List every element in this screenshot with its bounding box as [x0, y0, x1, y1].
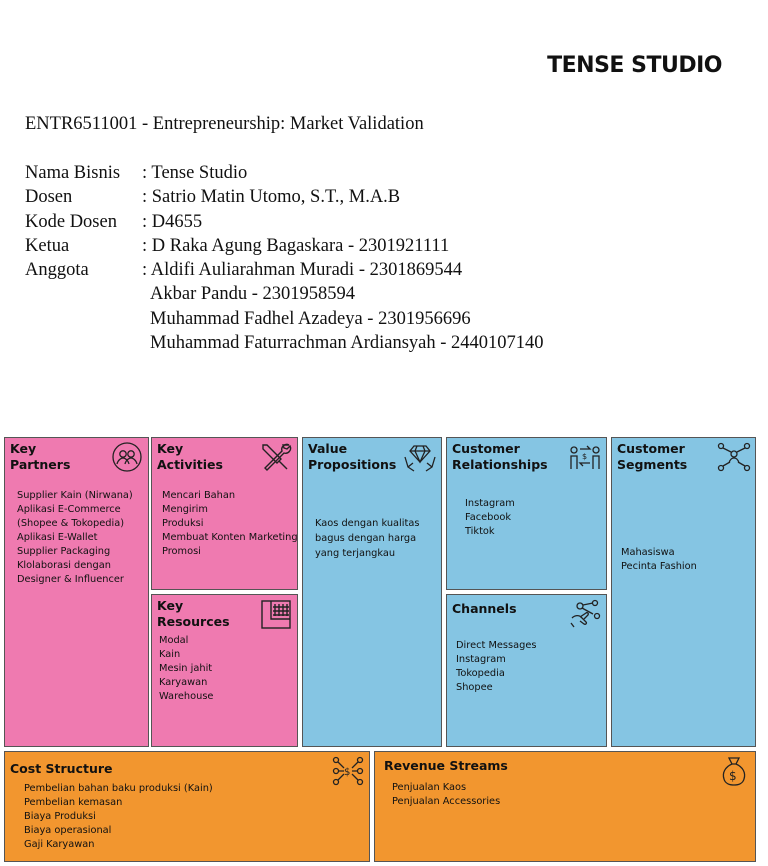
block-title: Revenue Streams	[384, 758, 508, 773]
value-propositions-block	[302, 437, 442, 747]
cost-structure-list	[24, 782, 213, 852]
block-title: Key Partners	[10, 441, 71, 472]
member-line: Muhammad Fadhel Azadeya - 2301956696	[150, 308, 471, 329]
list-item: Pembelian bahan baku produksi (Kain)	[24, 783, 213, 794]
hand-nodes-icon	[568, 598, 602, 630]
key-activities-list	[162, 489, 298, 559]
list-item: Shopee	[456, 682, 493, 693]
block-title: Value Propositions	[308, 441, 397, 472]
block-title: Key Activities	[157, 441, 223, 472]
info-row-lecturer-code	[25, 210, 544, 234]
list-item: Penjualan Kaos	[392, 782, 467, 793]
people-icon	[110, 441, 144, 473]
list-item: Tiktok	[465, 526, 495, 537]
list-item: (Shopee & Tokopedia)	[17, 518, 125, 529]
svg-text:$: $	[582, 452, 588, 461]
channels-list	[456, 639, 537, 695]
list-item: Direct Messages	[456, 640, 537, 651]
course-title: ENTR6511001 - Entrepreneurship: Market Validation	[25, 114, 424, 134]
info-row-leader	[25, 234, 544, 258]
channels-block	[446, 594, 607, 747]
info-value: : Tense Studio	[142, 163, 248, 183]
block-title: Customer Relationships	[452, 441, 548, 472]
list-item: Mencari Bahan	[162, 490, 236, 501]
info-label: Kode Dosen	[25, 211, 117, 232]
info-value: : Aldifi Auliarahman Muradi - 2301869544	[142, 260, 463, 281]
list-item: Facebook	[465, 512, 512, 523]
list-item: Aplikasi E-Wallet	[17, 532, 98, 543]
list-item: Produksi	[162, 518, 204, 529]
list-item: Supplier Packaging	[17, 546, 111, 557]
info-row-business-name	[25, 161, 544, 185]
block-title: Channels	[452, 601, 517, 616]
info-row-lecturer	[25, 185, 544, 209]
revenue-streams-list	[392, 781, 500, 809]
list-item: Biaya Produksi	[24, 811, 96, 822]
list-item: Mesin jahit	[159, 663, 213, 674]
block-title: Customer Segments	[617, 441, 688, 472]
customer-relationships-list	[465, 497, 515, 539]
brand-logo: TENSE STUDIO	[547, 53, 722, 78]
block-title: Key Resources	[157, 598, 230, 629]
list-item: Mahasiswa	[621, 547, 675, 558]
info-label: Ketua	[25, 235, 70, 256]
list-item: Supplier Kain (Nirwana)	[17, 490, 133, 501]
key-resources-list	[159, 634, 213, 704]
key-partners-list	[17, 489, 133, 587]
member-line: Muhammad Faturrachman Ardiansyah - 2440107140	[150, 333, 544, 354]
list-item: Tokopedia	[456, 668, 505, 679]
list-item: Karyawan	[159, 677, 208, 688]
factory-icon	[259, 598, 293, 630]
list-item: Membuat Konten Marketing	[162, 532, 298, 543]
exchange-icon	[568, 441, 602, 473]
money-bag-icon	[717, 755, 751, 787]
revenue-streams-block	[374, 751, 756, 862]
list-item: Biaya operasional	[24, 825, 112, 836]
list-item: Pecinta Fashion	[621, 561, 697, 572]
svg-text:$: $	[344, 767, 351, 778]
business-info	[25, 161, 544, 355]
customer-relationships-block	[446, 437, 607, 590]
info-label: Dosen	[25, 187, 73, 208]
list-item: Mengirim	[162, 504, 208, 515]
list-item: Instagram	[456, 654, 506, 665]
cost-network-icon	[331, 755, 365, 787]
list-item: Penjualan Accessories	[392, 796, 501, 807]
info-value: : Satrio Matin Utomo, S.T., M.A.B	[142, 187, 401, 208]
list-item: Aplikasi E-Commerce	[17, 504, 121, 515]
list-item: Pembelian kemasan	[24, 797, 123, 808]
gem-hands-icon	[403, 441, 437, 473]
customer-segments-block	[611, 437, 756, 747]
info-label: Nama Bisnis	[25, 163, 121, 183]
list-item: Kain	[159, 649, 181, 660]
key-partners-block	[4, 437, 149, 747]
info-label: Anggota	[25, 260, 89, 281]
value-proposition-text: Kaos dengan kualitas bagus dengan harga yang terjangkau	[315, 518, 420, 559]
list-item: Gaji Karyawan	[24, 839, 95, 850]
info-value: : D4655	[142, 211, 203, 232]
list-item: Modal	[159, 635, 189, 646]
tools-icon	[259, 441, 293, 473]
list-item: Instagram	[465, 498, 515, 509]
member-line: Akbar Pandu - 2301958594	[150, 284, 356, 305]
cost-structure-block	[4, 751, 370, 862]
network-people-icon	[717, 441, 751, 473]
info-row-members	[25, 258, 544, 282]
list-item: Warehouse	[159, 691, 214, 702]
block-title: Cost Structure	[10, 761, 113, 776]
info-value: : D Raka Agung Bagaskara - 2301921111	[142, 235, 450, 256]
customer-segments-list	[621, 546, 697, 574]
key-activities-block	[151, 437, 298, 590]
list-item: Promosi	[162, 546, 201, 557]
key-resources-block	[151, 594, 298, 747]
list-item: Designer & Influencer	[17, 574, 124, 585]
list-item: Klolaborasi dengan	[17, 560, 111, 571]
svg-text:$: $	[729, 769, 737, 783]
